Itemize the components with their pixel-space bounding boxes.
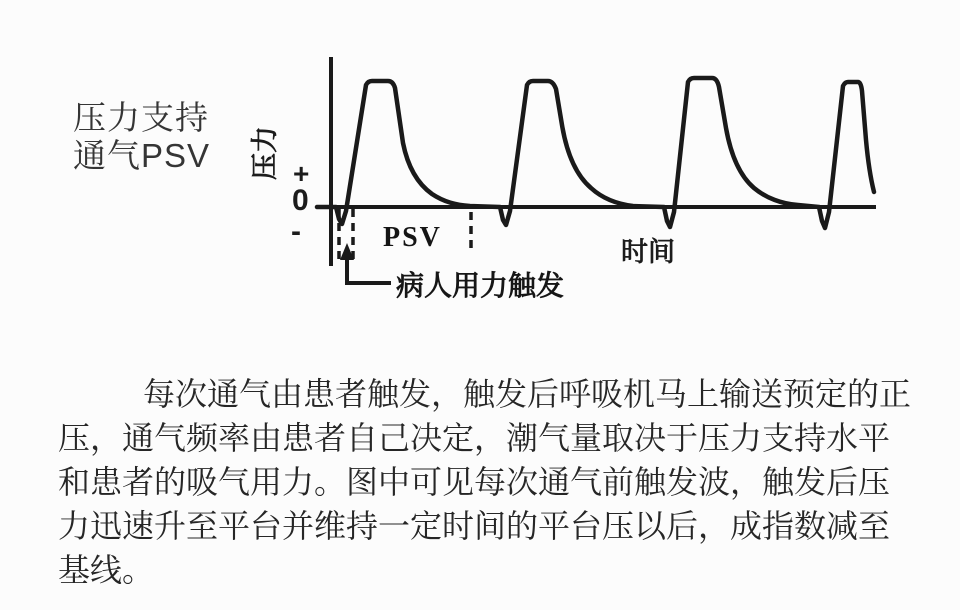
trigger-arrow-line bbox=[347, 256, 391, 283]
y-tick-zero: 0 bbox=[292, 184, 309, 217]
caption-line: 和患者的吸气用力。图中可见每次通气前触发波，触发后压 bbox=[58, 464, 891, 500]
y-tick-plus: + bbox=[293, 158, 310, 189]
x-axis-label: 时间 bbox=[621, 237, 675, 267]
y-axis-label: 压力 bbox=[249, 126, 280, 180]
caption-line: 压，通气频率由患者自己决定，潮气量取决于压力支持水平 bbox=[58, 420, 891, 456]
caption-line: 力迅速升至平台并维持一定时间的平台压以后，成指数减至 bbox=[58, 508, 891, 544]
figure-title-line1: 压力支持 bbox=[73, 99, 209, 136]
psv-interval-label: PSV bbox=[383, 222, 442, 253]
caption-line: 基线。 bbox=[58, 552, 155, 588]
trigger-annotation-label: 病人用力触发 bbox=[396, 270, 565, 301]
caption-line: 每次通气由患者触发，触发后呼吸机马上输送预定的正 bbox=[143, 376, 912, 412]
figure-title-line2: 通气PSV bbox=[73, 137, 211, 174]
caption-paragraph bbox=[58, 372, 910, 592]
y-tick-minus: - bbox=[291, 215, 301, 248]
